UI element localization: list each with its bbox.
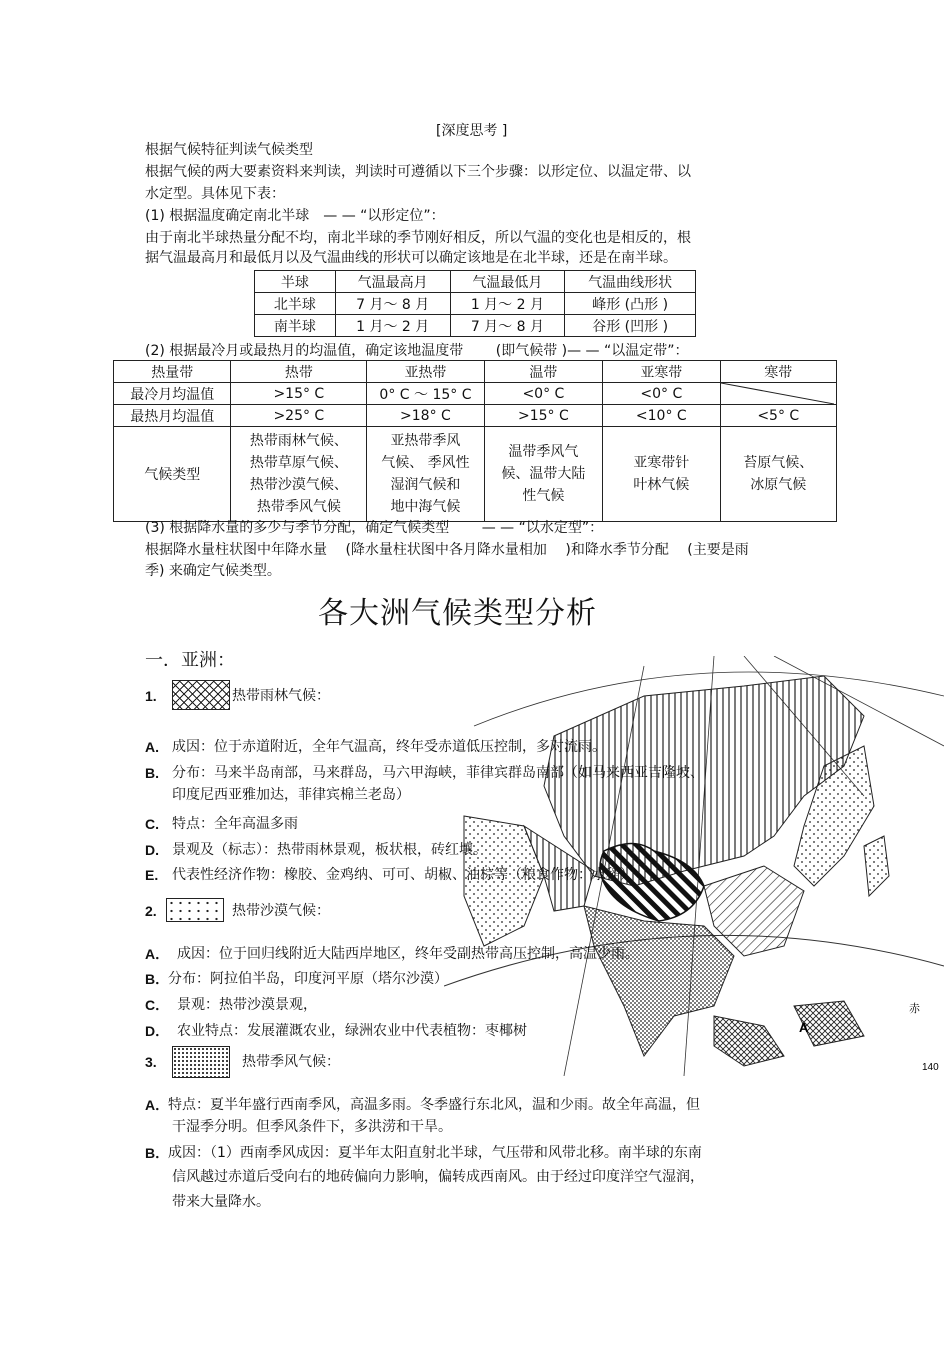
table1-cell: 7 月～ 8 月 xyxy=(335,293,450,315)
table2-climate-cell xyxy=(720,427,836,522)
intro-line2: 水定型。具体见下表： xyxy=(145,186,285,202)
table1-cell: 1 月～ 2 月 xyxy=(450,293,565,315)
table2-climate-cell xyxy=(231,427,367,522)
item1-label: E. xyxy=(145,867,159,883)
item1-label: A. xyxy=(145,739,159,755)
table2-climate-cell xyxy=(484,427,602,522)
item1-number: 1. xyxy=(145,688,157,704)
step1-line2: 据气温最高月和最低月以及气温曲线的形状可以确定该地是在北半球，还是在南半球。 xyxy=(145,250,677,266)
table2-header: 热量带 xyxy=(114,361,231,383)
item1-name: 热带雨林气候： xyxy=(232,688,330,704)
table2-cell: 0° C ～ 15° C xyxy=(367,383,484,405)
dense-dots-legend-icon xyxy=(172,1046,230,1078)
climate-line: 候、温带大陆 xyxy=(501,466,586,482)
item2-text: 成因：位于回归线附近大陆西岸地区，终年受副热带高压控制，高温少雨。 xyxy=(177,946,639,962)
item1-text: 特点：全年高温多雨 xyxy=(172,816,298,832)
table1-cell: 谷形 (凹形 ) xyxy=(565,315,696,337)
item3-text: 干湿季分明。但季风条件下，多洪涝和干旱。 xyxy=(172,1119,452,1135)
table2-climate-cell xyxy=(367,427,484,522)
table2-header: 热带 xyxy=(231,361,367,383)
item3-text: 信风越过赤道后受向右的地砖偏向力影响，偏转成西南风。由于经过印度洋空气湿润， xyxy=(172,1169,704,1185)
item3-label: B． xyxy=(145,1145,170,1161)
climate-line: 温带季风气 xyxy=(508,444,579,460)
table2-header: 温带 xyxy=(484,361,602,383)
table2-row-label: 最热月均温值 xyxy=(114,405,231,427)
table1-cell: 南半球 xyxy=(255,315,336,337)
item2-name: 热带沙漠气候： xyxy=(232,903,330,919)
table1-cell: 北半球 xyxy=(255,293,336,315)
climate-line: 叶林气候 xyxy=(633,477,690,493)
table2-cell: >15° C xyxy=(484,405,602,427)
table1-header: 气温最低月 xyxy=(450,271,565,293)
step3-line2: 季) 来确定气候类型。 xyxy=(145,563,281,579)
item1-label: D. xyxy=(145,842,159,858)
item2-label: D． xyxy=(145,1023,170,1039)
table2-row-label: 气候类型 xyxy=(114,427,231,522)
table1-cell: 峰形 (凸形 ) xyxy=(565,293,696,315)
intro-title: 根据气候特征判读气候类型 xyxy=(145,142,313,158)
item3-name: 热带季风气候： xyxy=(242,1054,340,1070)
table2-empty-cell xyxy=(720,383,836,405)
item2-number: 2. xyxy=(145,903,157,919)
equator-label: 赤 xyxy=(909,1003,920,1015)
main-title: 各大洲气候类型分析 xyxy=(318,596,597,631)
climate-line: 苔原气候、 xyxy=(743,455,814,471)
table2-cell: >15° C xyxy=(231,383,367,405)
item1-text: 成因：位于赤道附近，全年气温高，终年受赤道低压控制，多对流雨。 xyxy=(172,739,606,755)
item2-text: 农业特点：发展灌溉农业，绿洲农业中代表植物：枣椰树 xyxy=(177,1023,527,1039)
climate-line: 气候、 季风性 xyxy=(381,455,470,471)
crosshatch-legend-icon xyxy=(172,680,230,710)
climate-line: 地中海气候 xyxy=(390,499,461,515)
section-asia: 一．亚洲： xyxy=(145,650,235,671)
table1-cell: 1 月～ 2 月 xyxy=(335,315,450,337)
climate-line: 性气候 xyxy=(522,488,565,504)
item1-label: B. xyxy=(145,765,159,781)
item1-text: 景观及（标志）：热带雨林景观，板状根，砖红壤。 xyxy=(172,842,487,858)
climate-line: 冰原气候 xyxy=(750,477,807,493)
climate-line: 湿润气候和 xyxy=(390,477,461,493)
table2-row-label: 最冷月均温值 xyxy=(114,383,231,405)
item1-text: 印度尼西亚雅加达，菲律宾棉兰老岛） xyxy=(172,787,410,803)
table2-cell: >18° C xyxy=(367,405,484,427)
page-heading: [深度思考 ] xyxy=(436,123,508,139)
item1-label: C. xyxy=(145,816,159,832)
hemisphere-table xyxy=(254,270,696,337)
table2-cell: <0° C xyxy=(603,383,720,405)
climate-line: 热带沙漠气候、 xyxy=(249,477,348,493)
item2-label: B． xyxy=(145,971,170,987)
table1-header: 气温最高月 xyxy=(335,271,450,293)
climate-line: 热带季风气候 xyxy=(256,499,341,515)
table2-cell: <10° C xyxy=(603,405,720,427)
table1-cell: 7 月～ 8 月 xyxy=(450,315,565,337)
longitude-label: 140 xyxy=(922,1062,939,1073)
table2-cell: <5° C xyxy=(720,405,836,427)
table2-header: 亚寒带 xyxy=(603,361,720,383)
table1-header: 气温曲线形状 xyxy=(565,271,696,293)
dots-legend-icon xyxy=(166,898,224,922)
item2-label: C． xyxy=(145,997,170,1013)
item2-text: 分布：阿拉伯半岛，印度河平原（塔尔沙漠） xyxy=(168,971,448,987)
item3-text: 特点：夏半年盛行西南季风，高温多雨。冬季盛行东北风，温和少雨。故全年高温，但 xyxy=(168,1097,700,1113)
step3-line1: 根据降水量柱状图中年降水量 (降水量柱状图中各月降水量相加 )和降水季节分配 (主要是雨 xyxy=(145,542,749,558)
table2-cell: >25° C xyxy=(231,405,367,427)
item2-label: A． xyxy=(145,946,170,962)
climate-line: 亚热带季风 xyxy=(390,433,461,449)
item1-text: 分布：马来半岛南部，马来群岛，马六甲海峡，菲律宾群岛南部（如马来西亚吉隆坡、 xyxy=(172,765,704,781)
diagonal-line xyxy=(721,383,834,404)
step3-title: (3) 根据降水量的多少与季节分配，确定气候类型 — — “以水定型”： xyxy=(145,520,604,536)
table2-climate-cell xyxy=(603,427,720,522)
table2-header: 寒带 xyxy=(720,361,836,383)
item3-text: 带来大量降水。 xyxy=(172,1194,270,1210)
item3-label: A． xyxy=(145,1097,170,1113)
step2-title: (2) 根据最冷月或最热月的均温值，确定该地温度带 (即气候带 )— — “以温定带”： xyxy=(145,343,689,359)
climate-line: 热带草原气候、 xyxy=(249,455,348,471)
table2-cell: <0° C xyxy=(484,383,602,405)
item2-text: 景观：热带沙漠景观， xyxy=(177,997,317,1013)
step1-line1: 由于南北半球热量分配不均，南北半球的季节刚好相反，所以气温的变化也是相反的，根 xyxy=(145,230,691,246)
item3-text: 成因：（1）西南季风成因：夏半年太阳直射北半球，气压带和风带北移。南半球的东南 xyxy=(168,1145,702,1161)
intro-line1: 根据气候的两大要素资料来判读，判读时可遵循以下三个步骤：以形定位、以温定带、以 xyxy=(145,164,691,180)
item3-number: 3. xyxy=(145,1054,157,1070)
table1-header: 半球 xyxy=(255,271,336,293)
item1-text: 代表性经济作物：橡胶、金鸡纳、可可、胡椒、油棕等（粮食作物：水稻） xyxy=(172,867,634,883)
climate-line: 亚寒带针 xyxy=(633,455,690,471)
temperature-zone-table xyxy=(113,360,837,522)
step1-title: (1) 根据温度确定南北半球 — — “以形定位”： xyxy=(145,208,445,224)
map-marker-a: A xyxy=(799,1020,809,1035)
climate-line: 热带雨林气候、 xyxy=(249,433,348,449)
table2-header: 亚热带 xyxy=(367,361,484,383)
